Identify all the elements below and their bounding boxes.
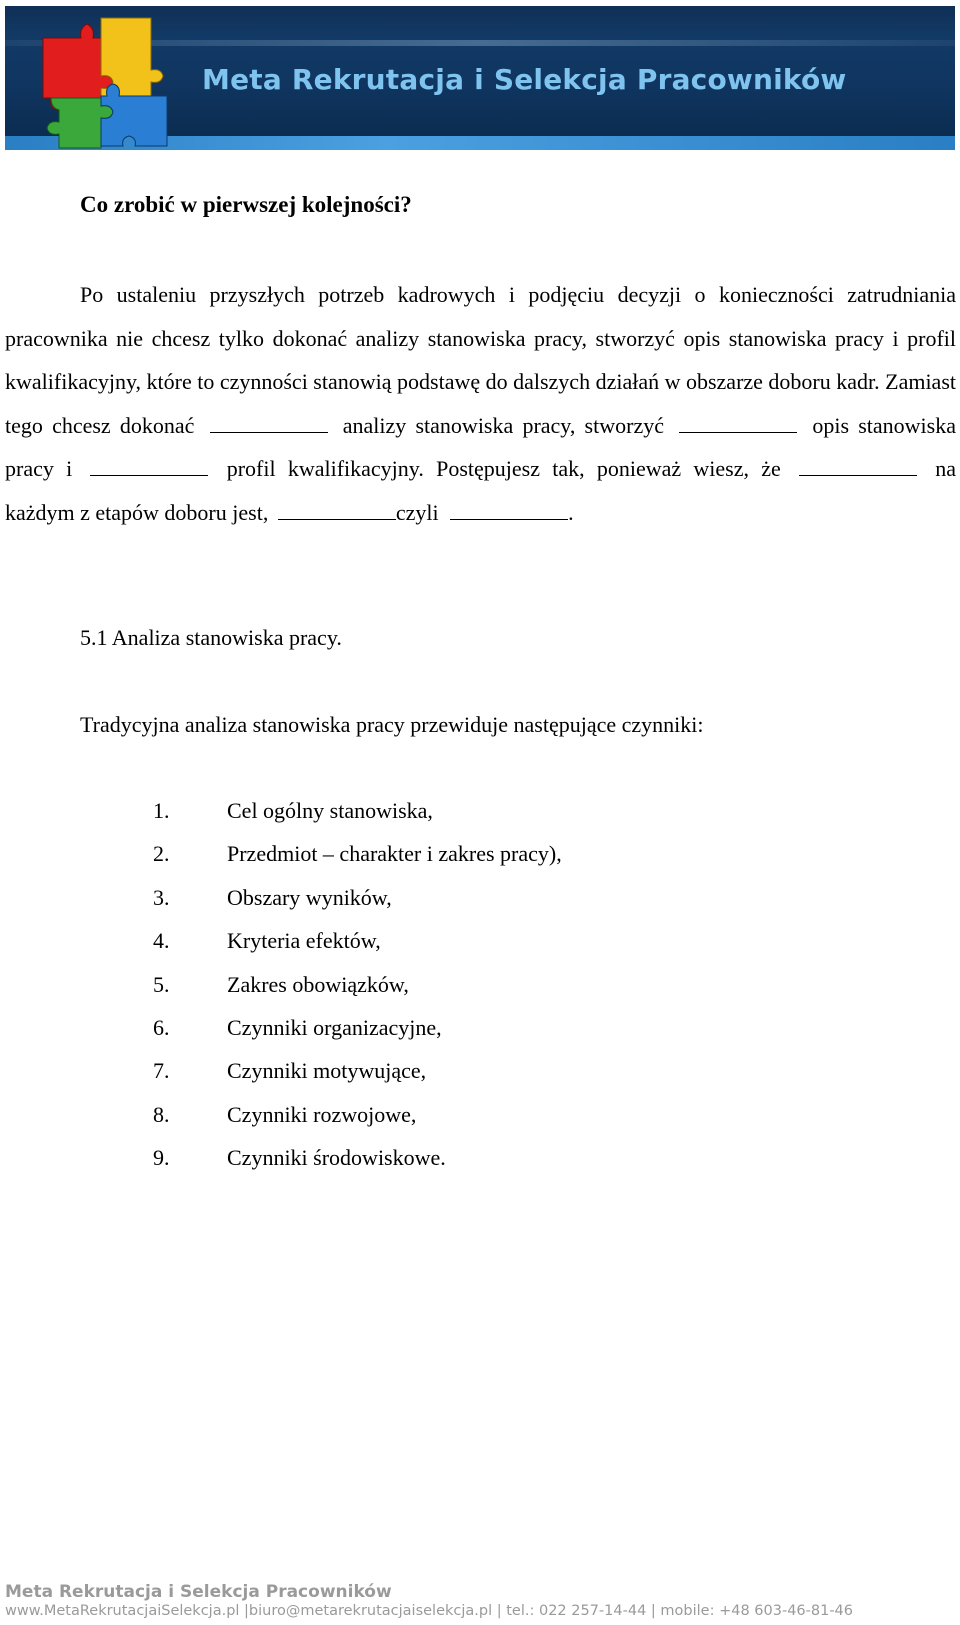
- paragraph-text: opis stanowiska pracy i: [5, 412, 956, 481]
- paragraph-text: Po ustaleniu przyszłych potrzeb kadrowych i podjęciu decyzji o konieczności zatrudniania pracownika nie chcesz tylko dokonać analizy stanowiska pracy, stworzyć opis stanowiska pracy i profil kwalifikacyjny, które to czynności stanowią podstawę do dalszych działań w obszarze doboru kadr. Zamiast tego chcesz dokonać: [5, 282, 956, 438]
- blank-field[interactable]: [799, 455, 917, 476]
- list-number: 8.: [153, 1101, 170, 1127]
- list-text: Przedmiot – charakter i zakres pracy),: [227, 841, 562, 867]
- page-heading: Co zrobić w pierwszej kolejności?: [80, 192, 412, 217]
- list-number: 6.: [153, 1014, 170, 1040]
- puzzle-logo: [23, 10, 173, 150]
- paragraph-text: czyli: [395, 499, 439, 525]
- list-text: Czynniki rozwojowe,: [227, 1101, 417, 1127]
- footer-title: Meta Rekrutacja i Selekcja Pracowników: [5, 1582, 392, 1602]
- paragraph-text: profil kwalifikacyjny. Postępujesz tak, ponieważ wiesz, że: [226, 456, 781, 481]
- list-text: Czynniki organizacyjne,: [227, 1014, 442, 1040]
- list-text: Cel ogólny stanowiska,: [227, 798, 433, 823]
- paragraph-text: analizy stanowiska pracy, stworzyć: [342, 412, 664, 438]
- main-paragraph: [5, 273, 956, 534]
- blank-field[interactable]: [210, 412, 328, 433]
- list-number: 3.: [153, 884, 170, 910]
- blank-field[interactable]: [278, 499, 396, 520]
- list-item: [153, 1015, 562, 1058]
- list-number: 4.: [153, 928, 170, 954]
- list-number: 1.: [153, 798, 170, 823]
- list-item: [153, 885, 562, 928]
- footer-contact: www.MetaRekrutacjaiSelekcja.pl |biuro@metarekrutacjaiselekcja.pl | tel.: 022 257-14-44 | mobile: +48 603-46-81-46: [5, 1603, 854, 1619]
- list-item: [153, 841, 562, 884]
- blank-field[interactable]: [450, 499, 568, 520]
- factors-list: [153, 798, 562, 1189]
- list-item: [153, 972, 562, 1015]
- banner-title: Meta Rekrutacja i Selekcja Pracowników: [202, 63, 847, 96]
- header-banner: [5, 6, 955, 150]
- list-text: Obszary wyników,: [227, 884, 392, 910]
- list-item: [153, 1145, 562, 1188]
- list-number: 5.: [153, 971, 170, 997]
- list-text: Czynniki motywujące,: [227, 1058, 427, 1084]
- list-number: 7.: [153, 1058, 170, 1084]
- paragraph-text: na każdym z etapów doboru jest,: [5, 456, 957, 525]
- list-intro: Tradycyjna analiza stanowiska pracy przewiduje następujące czynniki:: [80, 712, 704, 737]
- blank-field[interactable]: [90, 455, 208, 476]
- list-text: Kryteria efektów,: [227, 928, 381, 954]
- list-item: [153, 798, 562, 841]
- list-number: 2.: [153, 841, 170, 867]
- paragraph-text: .: [568, 499, 574, 525]
- list-item: [153, 1102, 562, 1145]
- list-text: Zakres obowiązków,: [227, 971, 409, 997]
- list-item: [153, 1058, 562, 1101]
- list-text: Czynniki środowiskowe.: [227, 1145, 446, 1171]
- section-title: 5.1 Analiza stanowiska pracy.: [80, 625, 342, 650]
- list-number: 9.: [153, 1145, 170, 1171]
- blank-field[interactable]: [679, 412, 797, 433]
- list-item: [153, 928, 562, 971]
